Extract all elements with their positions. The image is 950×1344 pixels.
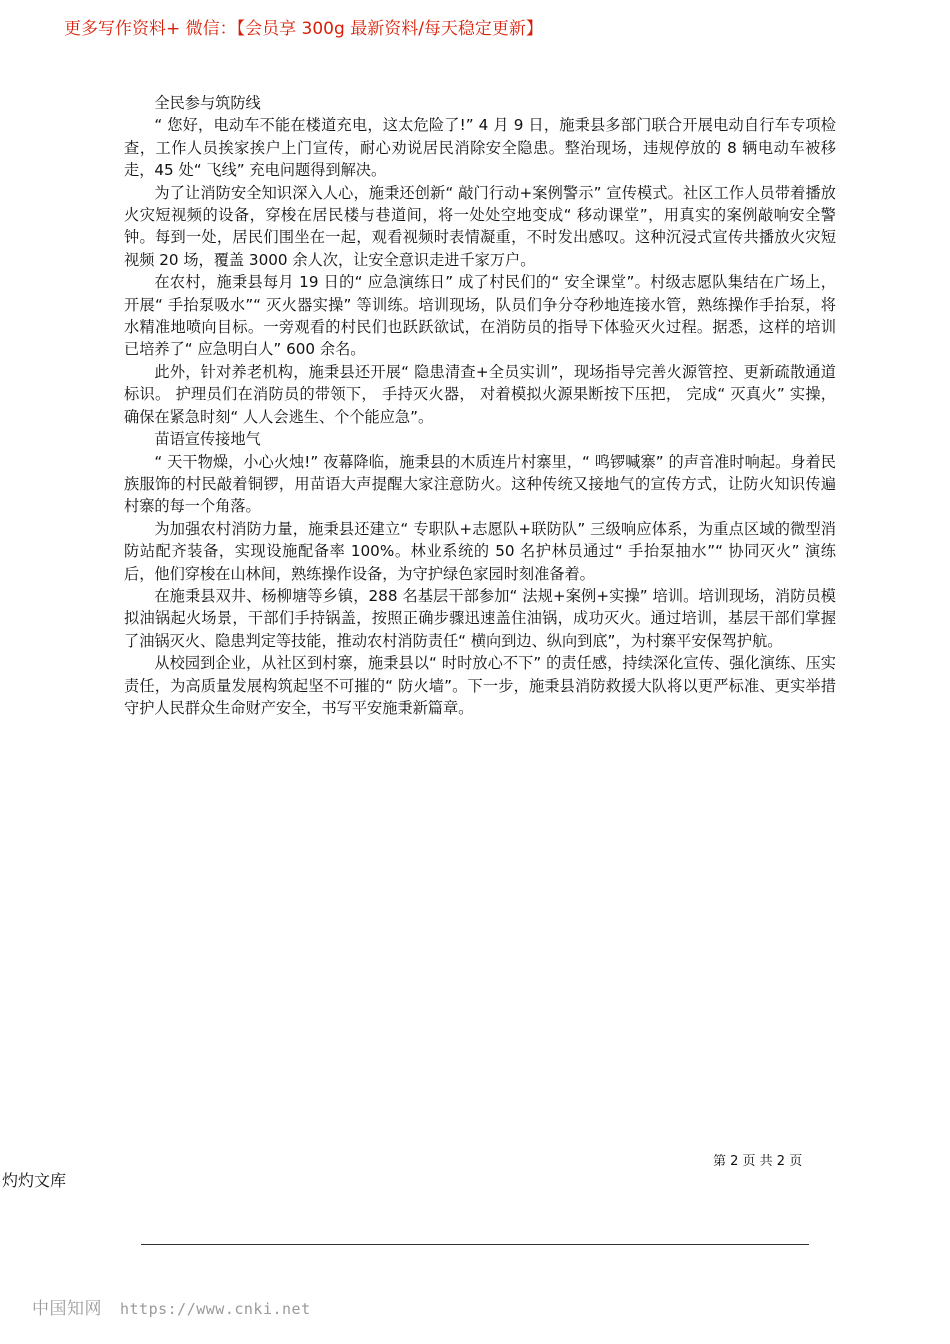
article-paragraph-7: 在施秉县双井、杨柳塘等乡镇，288 名基层干部参加“ 法规+案例+实操” 培训。培训现场，消防员模拟油锅起火场景，干部们手持锅盖，按照正确步骤迅速盖住油锅，成功灭火。通过培训，基层干部们掌握了油锅灭火、隐患判定等技能，推动农村消防责任“ 横向到边、纵向到底”，为村寨平安保驾护航。	[124, 586, 836, 650]
article-paragraph-2: 为了让消防安全知识深入人心，施秉还创新“ 敲门行动+案例警示” 宣传模式。社区工作人员带着播放火灾短视频的设备，穿梭在居民楼与巷道间，将一处处空地变成“ 移动课堂”，用真实的案例敲响安全警钟。每到一处，居民们围坐在一起，观看视频时表情凝重，不时发出感叹。这种沉浸式宣传共播放火灾短视频 20 场，覆盖 3000 余人次，让安全意识走进千家万户。	[124, 183, 836, 269]
article-paragraph-1: “ 您好，电动车不能在楼道充电，这太危险了!” 4 月 9 日，施秉县多部门联合开展电动自行车专项检查，工作人员挨家挨户上门宣传，耐心劝说居民消除安全隐患。整治现场，违规停放的 8 辆电动车被移走，45 处“ 飞线” 充电问题得到解决。	[124, 116, 836, 180]
article-paragraph-5: “ 天干物燥，小心火烛!” 夜幕降临，施秉县的木质连片村寨里，“ 鸣锣喊寨” 的声音准时响起。身着民族服饰的村民敲着铜锣，用苗语大声提醒大家注意防火。这种传统又接地气的宣传方式，让防火知识传遍村寨的每一个角落。	[124, 452, 836, 516]
watermark-url: https://www.cnki.net	[120, 1300, 311, 1318]
article-paragraph-8: 从校园到企业，从社区到村寨，施秉县以“ 时时放心不下” 的责任感，持续深化宣传、强化演练、压实责任，为高质量发展构筑起坚不可摧的“ 防火墙”。下一步，施秉县消防救援大队将以更严标准、更实举措守护人民群众生命财产安全，书写平安施秉新篇章。	[124, 654, 836, 717]
section-heading-1: 全民参与筑防线	[154, 94, 261, 112]
section-heading-2: 苗语宣传接地气	[154, 430, 261, 449]
article-paragraph-6: 为加强农村消防力量，施秉县还建立“ 专职队+志愿队+联防队” 三级响应体系，为重点区域的微型消防站配齐装备，实现设施配备率 100%。林业系统的 50 名护林员通过“ 手抬泵抽水”“ 协同灭火” 演练后，他们穿梭在山林间，熟练操作设备，为守护绿色家园时刻准备着。	[124, 519, 836, 583]
article-paragraph-4: 此外，针对养老机构，施秉县还开展“ 隐患清查+全员实训”，现场指导完善火源管控、更新疏散通道标识。 护理员们在消防员的带领下， 手持灭火器， 对着模拟火源果断按下压把， 完成“ 灭真火” 实操，确保在紧急时刻“ 人人会逃生、个个能应急”。	[124, 362, 836, 426]
source-label: 灼灼文库	[2, 1171, 67, 1190]
footer-divider	[141, 1244, 809, 1245]
watermark	[32, 1294, 311, 1319]
watermark-site-name: 中国知网	[32, 1299, 102, 1319]
page-number: 第 2 页 共 2 页	[713, 1154, 803, 1169]
article-body	[124, 92, 836, 719]
article-paragraph-3: 在农村，施秉县每月 19 日的“ 应急演练日” 成了村民们的“ 安全课堂”。村级志愿队集结在广场上，开展“ 手抬泵吸水”“ 灭火器实操” 等训练。培训现场，队员们争分夺秒地连接水管，熟练操作手抬泵，将水精准地喷向目标。一旁观看的村民们也跃跃欲试，在消防员的指导下体验灭火过程。据悉，这样的培训已培养了“ 应急明白人” 600 余名。	[124, 273, 836, 359]
promo-banner: 更多写作资料+ 微信：【会员享 300g 最新资料/每天稳定更新】	[64, 19, 543, 39]
